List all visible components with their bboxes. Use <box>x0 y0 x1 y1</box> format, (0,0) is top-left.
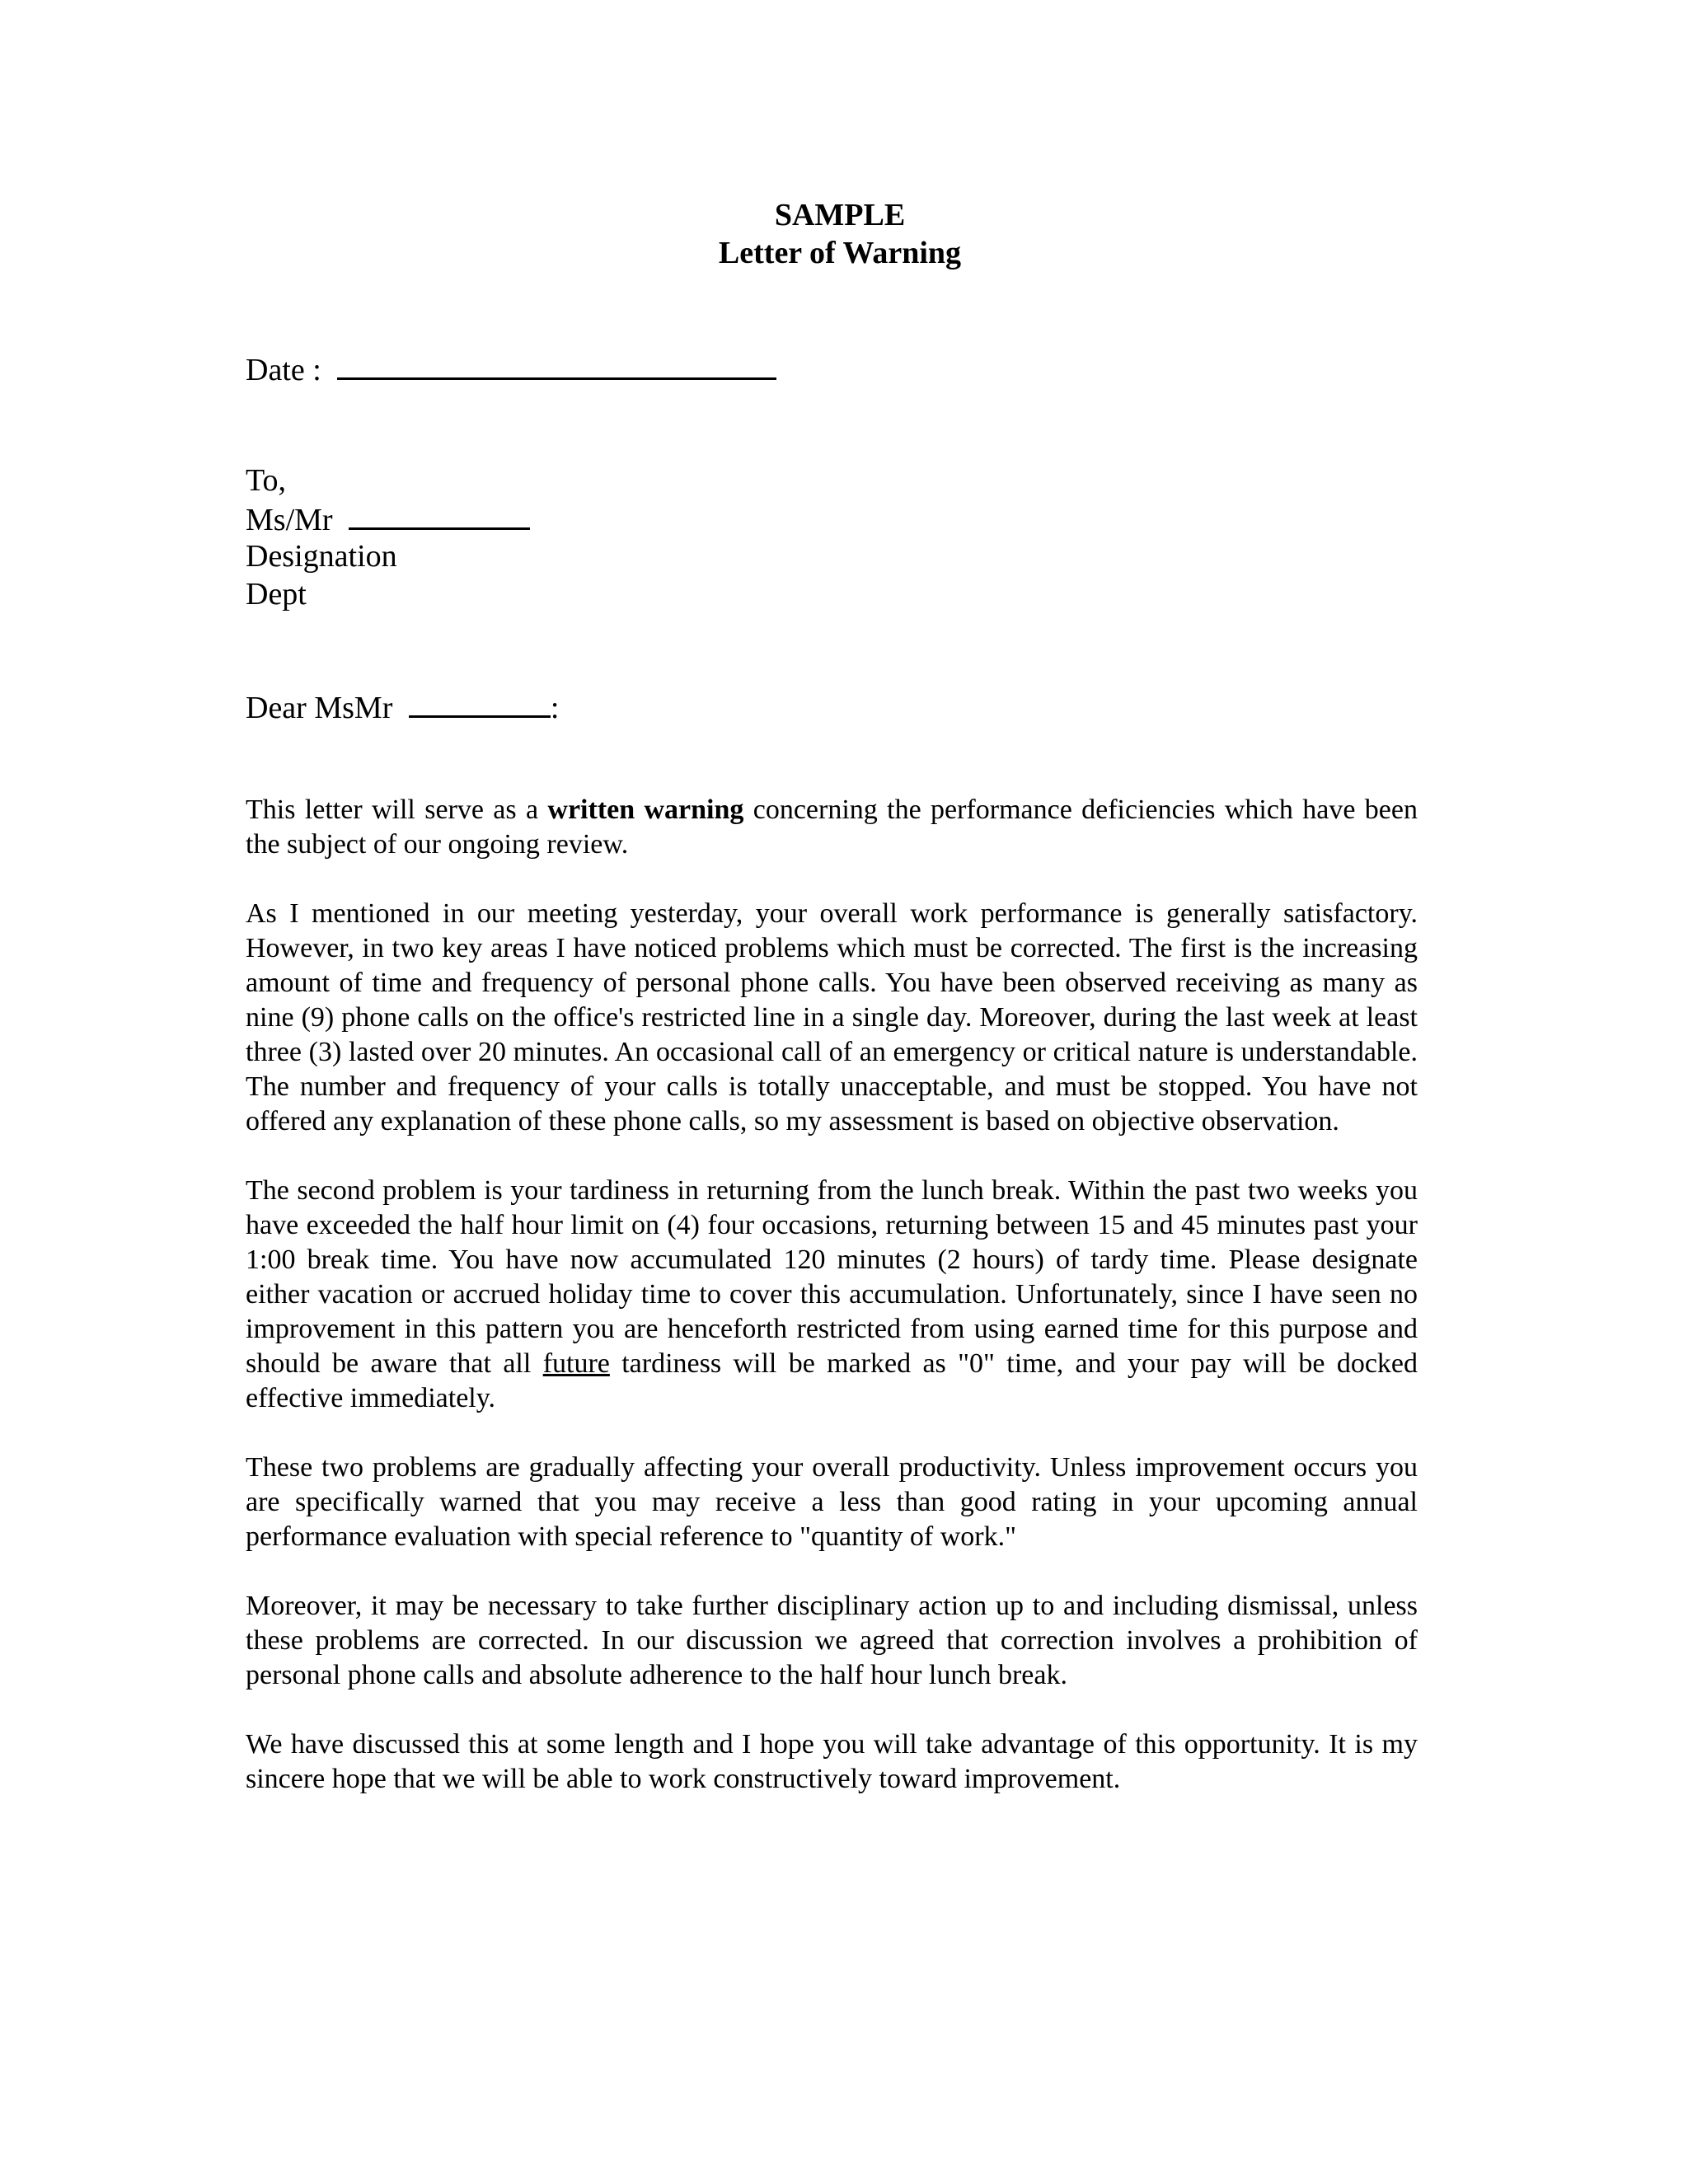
salutation-colon: : <box>550 691 560 725</box>
paragraph-2: As I mentioned in our meeting yesterday, your overall work performance is generally satisfactory. However, in two key areas I have noticed problems which must be corrected. The first is the increasing amount of time and frequency of personal phone calls. You have been observed receiving as many as nine (9) phone calls on the office's restricted line in a single day. Moreover, during the last week at least three (3) lasted over 20 minutes. An occasional call of an emergency or critical nature is understandable. The number and frequency of your calls is totally unacceptable, and must be stopped. You have not offered any explanation of these phone calls, so my assessment is based on objective observation. <box>246 898 1418 1137</box>
p1-text-before: This letter will serve as a <box>246 794 548 825</box>
paragraph-5: Moreover, it may be necessary to take further disciplinary action up to and including dismissal, unless these problems are corrected. In our discussion we agreed that correction involves a prohibition of personal phone calls and absolute adherence to the half hour lunch break. <box>246 1591 1418 1690</box>
paragraph-4: These two problems are gradually affecting your overall productivity. Unless improvement occurs you are specifically warned that you may receive a less than good rating in your upcoming annual performance evaluation with special reference to "quantity of work." <box>246 1452 1418 1552</box>
p1-bold-phrase: written warning <box>547 794 744 825</box>
p3-text-before: The second problem is your tardiness in returning from the lunch break. Within the past two weeks you have exceeded the half hour limit on (4) four occasions, returning between 15 and 45 minutes past your 1:00 break time. You have now accumulated 120 minutes (2 hours) of tardy time. Please designate either vacation or accrued holiday time to cover this accumulation. Unfortunately, since I have seen no improvement in this pattern you are henceforth restricted from using earned time for this purpose and should be aware that all <box>246 1175 1418 1379</box>
recipient-designation: Designation <box>246 539 397 574</box>
paragraph-1 <box>246 793 1418 862</box>
date-line <box>246 349 776 389</box>
recipient-to: To, <box>246 463 287 498</box>
recipient-name-blank <box>349 499 530 530</box>
recipient-block <box>246 462 530 613</box>
recipient-dept: Dept <box>246 577 307 612</box>
recipient-name-line <box>246 499 530 537</box>
p3-underlined-word: future <box>542 1348 610 1379</box>
letter-body <box>246 793 1418 1831</box>
date-label: Date : <box>246 353 321 387</box>
p3-text-after: tardiness will be marked as "0" time, and your pay will be docked effective immediately. <box>246 1348 1418 1413</box>
paragraph-6: We have discussed this at some length and I hope you will take advantage of this opportunity. It is my sincere hope that we will be able to work constructively toward improvement. <box>246 1729 1418 1794</box>
letter-title: Letter of Warning <box>718 236 962 270</box>
paragraph-3 <box>246 1174 1418 1416</box>
letter-heading <box>0 196 1680 272</box>
recipient-name-label: Ms/Mr <box>246 503 333 537</box>
sample-title: SAMPLE <box>774 198 906 232</box>
date-blank <box>337 349 776 380</box>
salutation-line <box>246 687 559 727</box>
salutation-prefix: Dear MsMr <box>246 691 393 725</box>
p1-text-after: concerning the performance deficiencies which have been the subject of our ongoing review. <box>246 794 1418 860</box>
salutation-name-blank <box>409 687 551 718</box>
